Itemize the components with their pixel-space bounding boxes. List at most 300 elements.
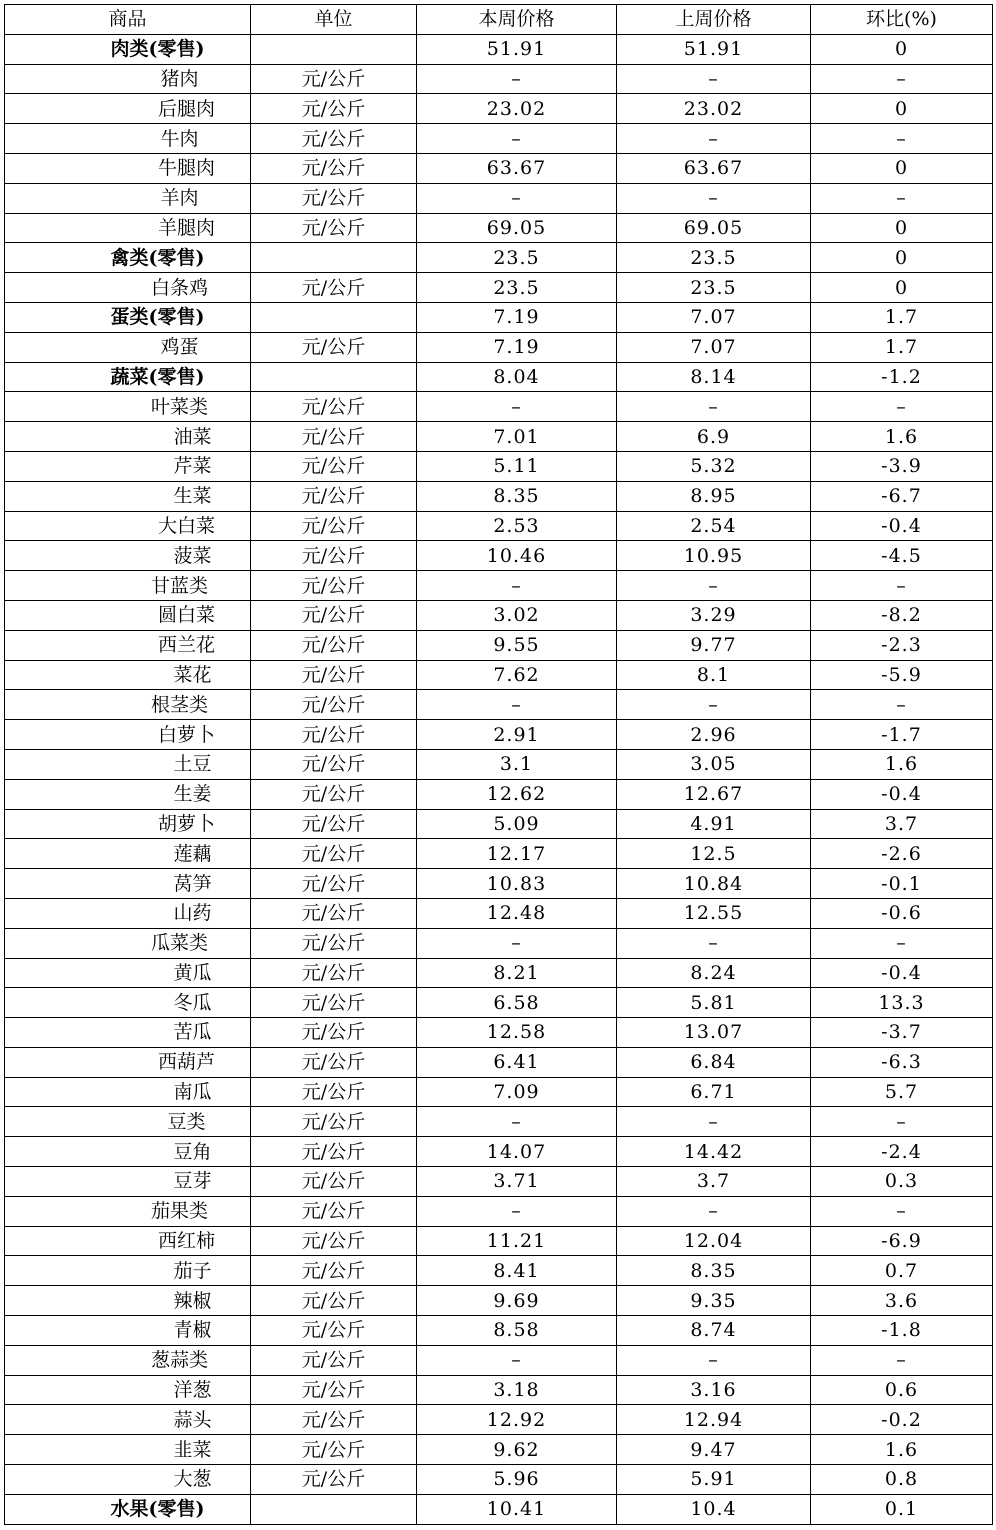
unit-cell: 元/公斤: [251, 600, 417, 630]
unit-cell: 元/公斤: [251, 898, 417, 928]
product-name-cell: 西红柿: [5, 1226, 251, 1256]
change-percent-cell: –: [811, 1107, 993, 1137]
product-name-cell: 生菜: [5, 481, 251, 511]
last-week-price-cell: 13.07: [617, 1018, 811, 1048]
unit-cell: 元/公斤: [251, 1018, 417, 1048]
this-week-price-cell: –: [417, 124, 617, 154]
table-row: [5, 451, 993, 481]
product-name-cell: 鸡蛋: [5, 332, 251, 362]
last-week-price-cell: 8.14: [617, 362, 811, 392]
unit-cell: 元/公斤: [251, 124, 417, 154]
last-week-price-cell: 2.96: [617, 720, 811, 750]
table-row: [5, 1316, 993, 1346]
last-week-price-cell: 5.32: [617, 451, 811, 481]
this-week-price-cell: 9.55: [417, 630, 617, 660]
last-week-price-cell: 8.35: [617, 1256, 811, 1286]
header-row: [5, 5, 993, 35]
change-percent-cell: -0.6: [811, 898, 993, 928]
table-row: [5, 749, 993, 779]
table-row: [5, 153, 993, 183]
product-name-cell: 水果(零售): [5, 1494, 251, 1524]
this-week-price-cell: 3.71: [417, 1167, 617, 1197]
last-week-price-cell: 5.81: [617, 988, 811, 1018]
this-week-price-cell: 10.41: [417, 1494, 617, 1524]
product-name-cell: 葱蒜类: [5, 1345, 251, 1375]
this-week-price-cell: 10.83: [417, 869, 617, 899]
product-name-cell: 蛋类(零售): [5, 302, 251, 332]
last-week-price-cell: 6.9: [617, 422, 811, 452]
table-row: [5, 392, 993, 422]
table-row: [5, 362, 993, 392]
table-row: [5, 988, 993, 1018]
unit-cell: 元/公斤: [251, 94, 417, 124]
last-week-price-cell: 23.5: [617, 243, 811, 273]
table-row: [5, 94, 993, 124]
change-percent-cell: 0: [811, 213, 993, 243]
this-week-price-cell: 6.58: [417, 988, 617, 1018]
product-name-cell: 辣椒: [5, 1286, 251, 1316]
last-week-price-cell: 2.54: [617, 511, 811, 541]
change-percent-cell: -2.4: [811, 1137, 993, 1167]
change-percent-cell: 0.7: [811, 1256, 993, 1286]
last-week-price-cell: –: [617, 1345, 811, 1375]
unit-cell: 元/公斤: [251, 481, 417, 511]
table-row: [5, 1286, 993, 1316]
last-week-price-cell: 10.84: [617, 869, 811, 899]
change-percent-cell: –: [811, 690, 993, 720]
this-week-price-cell: 3.18: [417, 1375, 617, 1405]
product-name-cell: 油菜: [5, 422, 251, 452]
product-name-cell: 羊腿肉: [5, 213, 251, 243]
table-row: [5, 34, 993, 64]
change-percent-cell: –: [811, 124, 993, 154]
this-week-price-cell: 12.92: [417, 1405, 617, 1435]
unit-cell: [251, 243, 417, 273]
header-this-week: 本周价格: [417, 5, 617, 35]
this-week-price-cell: –: [417, 183, 617, 213]
change-percent-cell: -6.9: [811, 1226, 993, 1256]
table-row: [5, 302, 993, 332]
last-week-price-cell: 12.55: [617, 898, 811, 928]
last-week-price-cell: 7.07: [617, 332, 811, 362]
table-row: [5, 1465, 993, 1495]
product-name-cell: 白条鸡: [5, 273, 251, 303]
last-week-price-cell: 10.95: [617, 541, 811, 571]
this-week-price-cell: 11.21: [417, 1226, 617, 1256]
product-name-cell: 茄子: [5, 1256, 251, 1286]
product-name-cell: 芹菜: [5, 451, 251, 481]
table-row: [5, 1107, 993, 1137]
last-week-price-cell: –: [617, 64, 811, 94]
change-percent-cell: 1.7: [811, 302, 993, 332]
this-week-price-cell: –: [417, 1345, 617, 1375]
unit-cell: 元/公斤: [251, 392, 417, 422]
product-name-cell: 豆芽: [5, 1167, 251, 1197]
unit-cell: 元/公斤: [251, 630, 417, 660]
last-week-price-cell: 23.5: [617, 273, 811, 303]
change-percent-cell: -2.3: [811, 630, 993, 660]
table-row: [5, 809, 993, 839]
change-percent-cell: -1.8: [811, 1316, 993, 1346]
change-percent-cell: –: [811, 1345, 993, 1375]
unit-cell: 元/公斤: [251, 273, 417, 303]
this-week-price-cell: –: [417, 928, 617, 958]
unit-cell: [251, 362, 417, 392]
change-percent-cell: 0: [811, 273, 993, 303]
table-row: [5, 1256, 993, 1286]
this-week-price-cell: 12.58: [417, 1018, 617, 1048]
unit-cell: 元/公斤: [251, 1107, 417, 1137]
this-week-price-cell: 10.46: [417, 541, 617, 571]
product-name-cell: 莲藕: [5, 839, 251, 869]
unit-cell: 元/公斤: [251, 332, 417, 362]
table-row: [5, 1077, 993, 1107]
unit-cell: 元/公斤: [251, 183, 417, 213]
change-percent-cell: 0.3: [811, 1167, 993, 1197]
table-row: [5, 898, 993, 928]
unit-cell: 元/公斤: [251, 1167, 417, 1197]
table-header: [5, 5, 993, 35]
change-percent-cell: –: [811, 64, 993, 94]
last-week-price-cell: 63.67: [617, 153, 811, 183]
unit-cell: 元/公斤: [251, 213, 417, 243]
change-percent-cell: 0.8: [811, 1465, 993, 1495]
product-name-cell: 甘蓝类: [5, 571, 251, 601]
table-row: [5, 481, 993, 511]
this-week-price-cell: 7.19: [417, 302, 617, 332]
last-week-price-cell: 69.05: [617, 213, 811, 243]
table-row: [5, 213, 993, 243]
this-week-price-cell: 3.1: [417, 749, 617, 779]
unit-cell: 元/公斤: [251, 809, 417, 839]
table-row: [5, 839, 993, 869]
unit-cell: 元/公斤: [251, 1226, 417, 1256]
this-week-price-cell: 8.21: [417, 958, 617, 988]
product-name-cell: 西兰花: [5, 630, 251, 660]
product-name-cell: 茄果类: [5, 1196, 251, 1226]
this-week-price-cell: 23.5: [417, 243, 617, 273]
change-percent-cell: 13.3: [811, 988, 993, 1018]
last-week-price-cell: 3.16: [617, 1375, 811, 1405]
change-percent-cell: 3.7: [811, 809, 993, 839]
table-row: [5, 511, 993, 541]
last-week-price-cell: 8.1: [617, 660, 811, 690]
product-name-cell: 白萝卜: [5, 720, 251, 750]
unit-cell: 元/公斤: [251, 720, 417, 750]
product-name-cell: 根茎类: [5, 690, 251, 720]
change-percent-cell: 0: [811, 34, 993, 64]
change-percent-cell: -0.1: [811, 869, 993, 899]
table-row: [5, 183, 993, 213]
table-row: [5, 1047, 993, 1077]
table-row: [5, 541, 993, 571]
last-week-price-cell: 9.35: [617, 1286, 811, 1316]
change-percent-cell: -4.5: [811, 541, 993, 571]
product-name-cell: 菜花: [5, 660, 251, 690]
product-name-cell: 圆白菜: [5, 600, 251, 630]
product-name-cell: 青椒: [5, 1316, 251, 1346]
change-percent-cell: -3.9: [811, 451, 993, 481]
change-percent-cell: -0.4: [811, 511, 993, 541]
table-row: [5, 571, 993, 601]
product-name-cell: 豆类: [5, 1107, 251, 1137]
unit-cell: 元/公斤: [251, 1077, 417, 1107]
unit-cell: 元/公斤: [251, 958, 417, 988]
this-week-price-cell: 5.96: [417, 1465, 617, 1495]
this-week-price-cell: 9.69: [417, 1286, 617, 1316]
product-name-cell: 大白菜: [5, 511, 251, 541]
change-percent-cell: –: [811, 392, 993, 422]
table-row: [5, 1018, 993, 1048]
product-name-cell: 冬瓜: [5, 988, 251, 1018]
change-percent-cell: -0.4: [811, 958, 993, 988]
table-row: [5, 660, 993, 690]
last-week-price-cell: 12.04: [617, 1226, 811, 1256]
change-percent-cell: 0.6: [811, 1375, 993, 1405]
table-row: [5, 958, 993, 988]
product-name-cell: 生姜: [5, 779, 251, 809]
product-name-cell: 肉类(零售): [5, 34, 251, 64]
last-week-price-cell: 8.95: [617, 481, 811, 511]
this-week-price-cell: 5.11: [417, 451, 617, 481]
last-week-price-cell: –: [617, 183, 811, 213]
change-percent-cell: 1.6: [811, 749, 993, 779]
unit-cell: 元/公斤: [251, 660, 417, 690]
unit-cell: 元/公斤: [251, 839, 417, 869]
unit-cell: [251, 1494, 417, 1524]
last-week-price-cell: 7.07: [617, 302, 811, 332]
change-percent-cell: -3.7: [811, 1018, 993, 1048]
change-percent-cell: -6.3: [811, 1047, 993, 1077]
this-week-price-cell: 7.01: [417, 422, 617, 452]
product-name-cell: 山药: [5, 898, 251, 928]
unit-cell: 元/公斤: [251, 1405, 417, 1435]
change-percent-cell: -0.2: [811, 1405, 993, 1435]
unit-cell: 元/公斤: [251, 1047, 417, 1077]
change-percent-cell: -0.4: [811, 779, 993, 809]
this-week-price-cell: 9.62: [417, 1435, 617, 1465]
table-row: [5, 422, 993, 452]
this-week-price-cell: 7.62: [417, 660, 617, 690]
change-percent-cell: -2.6: [811, 839, 993, 869]
table-row: [5, 1167, 993, 1197]
product-name-cell: 洋葱: [5, 1375, 251, 1405]
change-percent-cell: 1.6: [811, 1435, 993, 1465]
unit-cell: 元/公斤: [251, 1316, 417, 1346]
last-week-price-cell: –: [617, 690, 811, 720]
change-percent-cell: –: [811, 928, 993, 958]
product-name-cell: 西葫芦: [5, 1047, 251, 1077]
change-percent-cell: –: [811, 183, 993, 213]
change-percent-cell: -8.2: [811, 600, 993, 630]
last-week-price-cell: –: [617, 571, 811, 601]
unit-cell: 元/公斤: [251, 1137, 417, 1167]
table-row: [5, 1405, 993, 1435]
table-row: [5, 273, 993, 303]
product-name-cell: 豆角: [5, 1137, 251, 1167]
unit-cell: 元/公斤: [251, 571, 417, 601]
table-row: [5, 64, 993, 94]
product-name-cell: 蔬菜(零售): [5, 362, 251, 392]
table-row: [5, 869, 993, 899]
product-name-cell: 后腿肉: [5, 94, 251, 124]
unit-cell: 元/公斤: [251, 541, 417, 571]
this-week-price-cell: 8.41: [417, 1256, 617, 1286]
last-week-price-cell: 5.91: [617, 1465, 811, 1495]
last-week-price-cell: 23.02: [617, 94, 811, 124]
product-name-cell: 黄瓜: [5, 958, 251, 988]
this-week-price-cell: 8.35: [417, 481, 617, 511]
product-name-cell: 牛腿肉: [5, 153, 251, 183]
change-percent-cell: 3.6: [811, 1286, 993, 1316]
unit-cell: 元/公斤: [251, 1256, 417, 1286]
last-week-price-cell: 8.74: [617, 1316, 811, 1346]
this-week-price-cell: 14.07: [417, 1137, 617, 1167]
last-week-price-cell: –: [617, 928, 811, 958]
change-percent-cell: 0.1: [811, 1494, 993, 1524]
table-row: [5, 1494, 993, 1524]
last-week-price-cell: 10.4: [617, 1494, 811, 1524]
this-week-price-cell: 8.04: [417, 362, 617, 392]
last-week-price-cell: 3.05: [617, 749, 811, 779]
last-week-price-cell: 12.5: [617, 839, 811, 869]
unit-cell: 元/公斤: [251, 1286, 417, 1316]
this-week-price-cell: 5.09: [417, 809, 617, 839]
product-name-cell: 大葱: [5, 1465, 251, 1495]
this-week-price-cell: 12.62: [417, 779, 617, 809]
product-name-cell: 南瓜: [5, 1077, 251, 1107]
table-row: [5, 1435, 993, 1465]
unit-cell: 元/公斤: [251, 422, 417, 452]
product-name-cell: 羊肉: [5, 183, 251, 213]
unit-cell: 元/公斤: [251, 869, 417, 899]
last-week-price-cell: 51.91: [617, 34, 811, 64]
product-name-cell: 禽类(零售): [5, 243, 251, 273]
table-row: [5, 1345, 993, 1375]
change-percent-cell: 0: [811, 243, 993, 273]
unit-cell: 元/公斤: [251, 153, 417, 183]
this-week-price-cell: –: [417, 392, 617, 422]
this-week-price-cell: 12.17: [417, 839, 617, 869]
unit-cell: 元/公斤: [251, 511, 417, 541]
price-table: [4, 4, 993, 1525]
last-week-price-cell: 6.71: [617, 1077, 811, 1107]
last-week-price-cell: 6.84: [617, 1047, 811, 1077]
change-percent-cell: 0: [811, 153, 993, 183]
last-week-price-cell: 9.77: [617, 630, 811, 660]
product-name-cell: 苦瓜: [5, 1018, 251, 1048]
unit-cell: 元/公斤: [251, 690, 417, 720]
table-row: [5, 630, 993, 660]
unit-cell: [251, 302, 417, 332]
unit-cell: 元/公斤: [251, 1435, 417, 1465]
this-week-price-cell: 69.05: [417, 213, 617, 243]
change-percent-cell: -1.7: [811, 720, 993, 750]
last-week-price-cell: 8.24: [617, 958, 811, 988]
product-name-cell: 土豆: [5, 749, 251, 779]
unit-cell: 元/公斤: [251, 749, 417, 779]
last-week-price-cell: 4.91: [617, 809, 811, 839]
last-week-price-cell: 12.94: [617, 1405, 811, 1435]
table-row: [5, 1375, 993, 1405]
last-week-price-cell: –: [617, 1107, 811, 1137]
product-name-cell: 莴笋: [5, 869, 251, 899]
last-week-price-cell: 3.7: [617, 1167, 811, 1197]
this-week-price-cell: –: [417, 1107, 617, 1137]
this-week-price-cell: 51.91: [417, 34, 617, 64]
this-week-price-cell: 3.02: [417, 600, 617, 630]
this-week-price-cell: 2.91: [417, 720, 617, 750]
header-change: 环比(%): [811, 5, 993, 35]
table-row: [5, 600, 993, 630]
this-week-price-cell: 8.58: [417, 1316, 617, 1346]
unit-cell: 元/公斤: [251, 928, 417, 958]
this-week-price-cell: –: [417, 690, 617, 720]
product-name-cell: 牛肉: [5, 124, 251, 154]
unit-cell: 元/公斤: [251, 779, 417, 809]
change-percent-cell: –: [811, 1196, 993, 1226]
this-week-price-cell: 23.02: [417, 94, 617, 124]
unit-cell: 元/公斤: [251, 1375, 417, 1405]
change-percent-cell: -1.2: [811, 362, 993, 392]
this-week-price-cell: 2.53: [417, 511, 617, 541]
unit-cell: 元/公斤: [251, 1196, 417, 1226]
product-name-cell: 菠菜: [5, 541, 251, 571]
change-percent-cell: 0: [811, 94, 993, 124]
last-week-price-cell: 3.29: [617, 600, 811, 630]
product-name-cell: 猪肉: [5, 64, 251, 94]
unit-cell: 元/公斤: [251, 1465, 417, 1495]
last-week-price-cell: –: [617, 1196, 811, 1226]
this-week-price-cell: 6.41: [417, 1047, 617, 1077]
this-week-price-cell: 23.5: [417, 273, 617, 303]
unit-cell: 元/公斤: [251, 64, 417, 94]
table-body: [5, 34, 993, 1524]
table-row: [5, 1196, 993, 1226]
last-week-price-cell: 14.42: [617, 1137, 811, 1167]
change-percent-cell: -6.7: [811, 481, 993, 511]
product-name-cell: 韭菜: [5, 1435, 251, 1465]
change-percent-cell: –: [811, 571, 993, 601]
change-percent-cell: 1.7: [811, 332, 993, 362]
header-last-week: 上周价格: [617, 5, 811, 35]
change-percent-cell: -5.9: [811, 660, 993, 690]
table-row: [5, 720, 993, 750]
header-product: 商品: [5, 5, 251, 35]
table-row: [5, 1137, 993, 1167]
table-row: [5, 779, 993, 809]
header-unit: 单位: [251, 5, 417, 35]
last-week-price-cell: –: [617, 392, 811, 422]
this-week-price-cell: –: [417, 571, 617, 601]
unit-cell: 元/公斤: [251, 451, 417, 481]
this-week-price-cell: 12.48: [417, 898, 617, 928]
this-week-price-cell: 7.19: [417, 332, 617, 362]
this-week-price-cell: –: [417, 1196, 617, 1226]
unit-cell: 元/公斤: [251, 988, 417, 1018]
this-week-price-cell: 7.09: [417, 1077, 617, 1107]
unit-cell: 元/公斤: [251, 1345, 417, 1375]
table-row: [5, 124, 993, 154]
table-row: [5, 928, 993, 958]
unit-cell: [251, 34, 417, 64]
this-week-price-cell: 63.67: [417, 153, 617, 183]
table-row: [5, 690, 993, 720]
last-week-price-cell: 9.47: [617, 1435, 811, 1465]
this-week-price-cell: –: [417, 64, 617, 94]
change-percent-cell: 1.6: [811, 422, 993, 452]
table-row: [5, 332, 993, 362]
